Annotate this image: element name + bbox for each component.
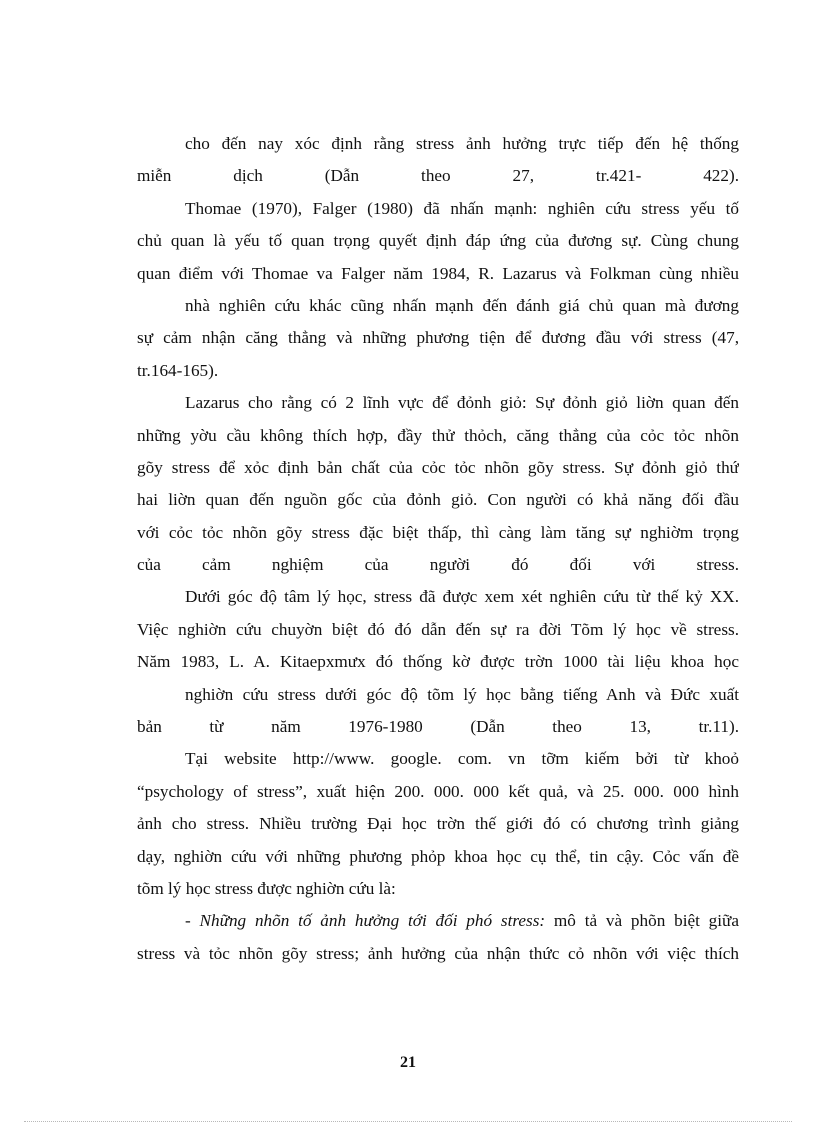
line-text: của cảm nghiệm của người đó đối với stress. [137, 555, 739, 575]
line-text: dạy, nghiờn cứu với những phương phỏp khoa học cụ thể, tin cậy. Cỏc vấn đề [137, 846, 739, 866]
line-text: hai liờn quan đến nguồn gốc của đỏnh giỏ. Con người có khả năng đối đầu [137, 490, 739, 510]
page-bottom-rule [24, 1121, 792, 1122]
text-line [137, 128, 739, 160]
line-text: miễn dịch (Dẫn theo 27, tr.421- 422). [137, 166, 739, 186]
line-text: tr.164-165). [137, 360, 219, 380]
text-line [137, 387, 739, 419]
text-line [137, 322, 739, 354]
text-line [137, 776, 739, 808]
line-text: với cỏc tỏc nhõn gõy stress đặc biệt thấp, thì càng làm tăng sự nghiờm trọng [137, 522, 739, 542]
line-text: ảnh cho stress. Nhiều trường Đại học trờn thế giới đó có chương trình giảng [137, 814, 739, 834]
line-text: Dưới góc độ tâm lý học, stress đã được xem xét nghiên cứu từ thế kỷ XX. [185, 587, 739, 607]
list-bullet: - [185, 911, 200, 931]
line-text: Lazarus cho rằng có 2 lĩnh vực để đỏnh giỏ: Sự đỏnh giỏ liờn quan đến [185, 393, 739, 413]
line-text: mô tả và phõn biệt giữa [545, 911, 739, 931]
text-line [137, 225, 739, 257]
text-line [137, 614, 739, 646]
page-number: 21 [400, 1054, 416, 1071]
text-line [137, 938, 739, 970]
line-text: nghiờn cứu stress dưới góc độ tõm lý học bằng tiếng Anh và Đức xuất [185, 684, 739, 704]
line-text: Thomae (1970), Falger (1980) đã nhấn mạnh: nghiên cứu stress yếu tố [185, 198, 739, 218]
text-line [137, 711, 739, 743]
text-line [137, 808, 739, 840]
line-text: Tại website http://www. google. com. vn tỡm kiếm bởi từ khoỏ [185, 749, 739, 769]
line-text: Việc nghiờn cứu chuyờn biệt đó đó dẫn đến sự ra đời Tõm lý học về stress. [137, 619, 739, 639]
text-line [137, 873, 739, 905]
text-line [137, 841, 739, 873]
body-text [137, 128, 739, 970]
text-line [137, 193, 739, 225]
text-line [137, 484, 739, 516]
line-text: sự cảm nhận căng thẳng và những phương tiện để đương đầu với stress (47, [137, 328, 739, 348]
line-text: cho đến nay xóc định rằng stress ảnh hưởng trực tiếp đến hệ thống [185, 134, 739, 153]
line-text: tõm lý học stress được nghiờn cứu là: [137, 878, 396, 898]
text-line [137, 549, 739, 581]
text-line [137, 743, 739, 775]
line-text: nhà nghiên cứu khác cũng nhấn mạnh đến đánh giá chủ quan mà đương [185, 295, 739, 315]
text-line [137, 290, 739, 322]
line-text: bản từ năm 1976-1980 (Dẫn theo 13, tr.11). [137, 717, 739, 737]
line-text: quan điểm với Thomae va Falger năm 1984, R. Lazarus và Folkman cùng nhiều [137, 263, 739, 283]
line-text: chủ quan là yếu tố quan trọng quyết định đáp ứng của đương sự. Cùng chung [137, 231, 739, 251]
text-line [137, 420, 739, 452]
line-text: gõy stress để xỏc định bản chất của cỏc tỏc nhõn gõy stress. Sự đỏnh giỏ thứ [137, 457, 739, 477]
text-line [137, 452, 739, 484]
text-line [137, 517, 739, 549]
line-text: Năm 1983, L. A. Kitaepxmưx đó thống kờ được trờn 1000 tài liệu khoa học [137, 652, 739, 672]
text-line [137, 355, 739, 387]
line-text: những yờu cầu không thích hợp, đầy thử thỏch, căng thẳng của cỏc tỏc nhõn [137, 425, 739, 445]
text-line [137, 581, 739, 613]
text-line [137, 646, 739, 678]
text-line [137, 160, 739, 192]
text-line [137, 905, 739, 937]
line-text: stress và tỏc nhõn gõy stress; ảnh hưởng của nhận thức cỏ nhõn với việc thích [137, 943, 739, 963]
italic-lead: Những nhõn tố ảnh hưởng tới đối phó stress: [199, 911, 546, 931]
text-line [137, 258, 739, 290]
line-text: “psychology of stress”, xuất hiện 200. 000. 000 kết quả, và 25. 000. 000 hình [137, 781, 739, 801]
text-line [137, 679, 739, 711]
